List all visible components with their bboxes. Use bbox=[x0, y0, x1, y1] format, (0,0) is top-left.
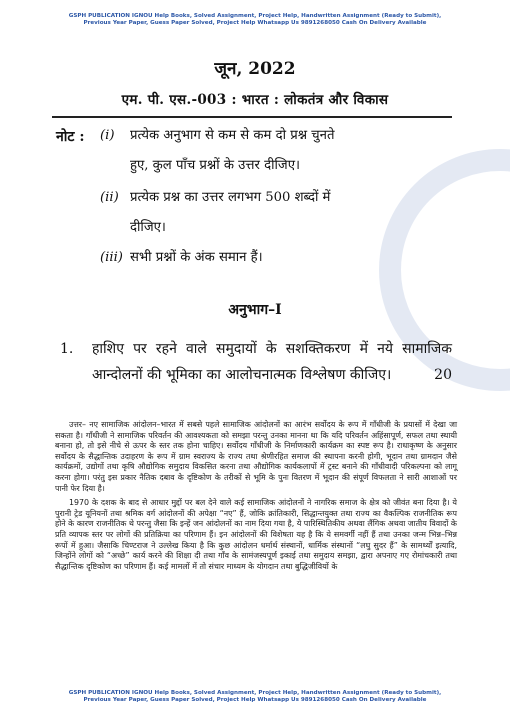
note-item-line: प्रत्येक प्रश्न का उत्तर लगभग 500 शब्दों में bbox=[130, 190, 331, 205]
note-item-2 bbox=[100, 183, 470, 243]
answer-paragraph-2: 1970 के दशक के बाद से आधार मुद्दों पर बल देने वाले कई सामाजिक आंदोलनों ने नागरिक समाज के क्षेत्र को जीवंत बना दिया है। ये पुरानी ट्रेड यूनियनों तथा श्रमिक वर्ग आंदोलनों की अपेक्षा “नए” हैं, जोकि क्रांतिकारी, सिद्धान्तयुक्त तथा राज्य का वैकल्पिक राजनीतिक रूप होने के कारण राजनीतिक थे परन्तु जैसा कि इन्हें जन आंदोलनों का नाम दिया गया है, ये पारिस्थितिकीय अथवा लैंगिक अथवा जातीय विवादों के प्रति व्यापक स्तर पर लोगों की प्रतिक्रिया का परिणाम हैं। इन आंदोलनों की विशेषता यह है कि ये समवर्गी नहीं हैं तथा उनका जन्म भिन्न–भिन्न रूपों में हुआ। जैसाकि चिण्टराज ने उल्लेख किया है कि कुछ आंदोलन धर्मार्थ संस्थानों, धार्मिक संस्थानों “लघु सुदर हैं” के सामर्थ्यों इत्यादि, जिन्होंने लोगों को “अच्छे” कार्य करने की शिक्षा दी तथा गाँव के सामंजस्यपूर्ण इकाई तथा समुदाय समझा, द्वारा अपनाए गए रोमांचकारी तथा सैद्धान्तिक दृष्टिकोण का परिणाम हैं। कई मामलों में तो संचार माध्यम के योगदान तथा बुद्धिजीवियों के bbox=[55, 498, 457, 571]
question-marks: 20 bbox=[434, 367, 452, 383]
course-title: एम. पी. एस.-003 : भारत : लोकतंत्र और विकास bbox=[121, 92, 389, 108]
note-item-line: प्रत्येक अनुभाग से कम से कम दो प्रश्न चुनते bbox=[130, 128, 335, 143]
answer-paragraph-1: उत्तर– नए सामाजिक आंदोलन–भारत में सबसे पहले सामाजिक आंदोलनों का आरंभ सर्वोदय के रूप में गाँधीजी के प्रयासों में देखा जा सकता है। गाँधीजी ने सामाजिक परिवर्तन की आवश्यकता को समझा परन्तु उनका मानना था कि यदि परिवर्तन अहिंसापूर्ण, सफल तथा स्थायी बनाना हो, तो इसे नीचे से ऊपर के स्तर तक होना चाहिए। सर्वोदय गाँधीजी के निर्माणकारी कार्यक्रम का स्पष्ट रूप है। राधाकृष्ण के अनुसार सर्वोदय के सैद्धान्तिक उदाहरण के रूप में ग्राम स्वराज्य के राज्य तथा श्रेणीरहित समाज की स्थापना करनी होगी, भूदान तथा ग्रामदान जैसे कार्यक्रमों, उद्योगों तथा कृषि औद्योगिक समुदाय विकसित करना तथा औद्योगिक कार्यकलापों में ट्रस्ट बनाने की गाँधीवादी परिकल्पना को लागू करना होगा। परंतु इस प्रकार नैतिक दबाव के दृष्टिकोण के तरीकों से भूमि के पुनः वितरण में भूदान की संपूर्ण विफलता ने सारी आशाओं पर पानी फेर दिया है। bbox=[55, 420, 457, 493]
section-heading: अनुभाग–I bbox=[228, 302, 282, 318]
header-line-1: GSPH PUBLICATION IGNOU Help Books, Solved Assignment, Project Help, Handwritten Assignment (Ready to Submit), bbox=[68, 13, 442, 19]
note-item-1 bbox=[100, 121, 470, 181]
note-item-line: हुए, कुल पाँच प्रश्नों के उत्तर दीजिए। bbox=[130, 158, 301, 173]
header-line-2: Previous Year Paper, Guess Paper Solved, Project Help Whatsapp Us 9891268050 Cash On Delivery Available bbox=[83, 20, 427, 27]
footer-line-1: GSPH PUBLICATION IGNOU Help Books, Solved Assignment, Project Help, Handwritten Assignment (Ready to Submit), bbox=[68, 690, 442, 696]
note-label: नोट : bbox=[56, 129, 85, 145]
title-divider bbox=[52, 116, 452, 118]
note-item-number: (ii) bbox=[100, 190, 119, 205]
note-item-number: (i) bbox=[100, 128, 115, 143]
note-item-line: दीजिए। bbox=[130, 220, 166, 235]
note-item-line: सभी प्रश्नों के अंक समान हैं। bbox=[130, 250, 263, 265]
question-text: हाशिए पर रहने वाले समुदायों के सशक्तिकरण में नये सामाजिक आन्दोलनों की भूमिका का आलोचनात्मक विश्लेषण कीजिए। bbox=[92, 341, 452, 383]
page-header bbox=[0, 13, 510, 28]
question-1 bbox=[60, 336, 452, 388]
answer-block bbox=[55, 420, 457, 572]
page-footer bbox=[0, 690, 510, 705]
exam-date: जून, 2022 bbox=[214, 59, 296, 79]
note-item-number: (iii) bbox=[100, 250, 123, 265]
footer-line-2: Previous Year Paper, Guess Paper Solved, Project Help Whatsapp Us 9891268050 Cash On Delivery Available bbox=[83, 697, 427, 704]
note-item-3 bbox=[100, 243, 470, 273]
question-number: 1. bbox=[60, 341, 74, 357]
